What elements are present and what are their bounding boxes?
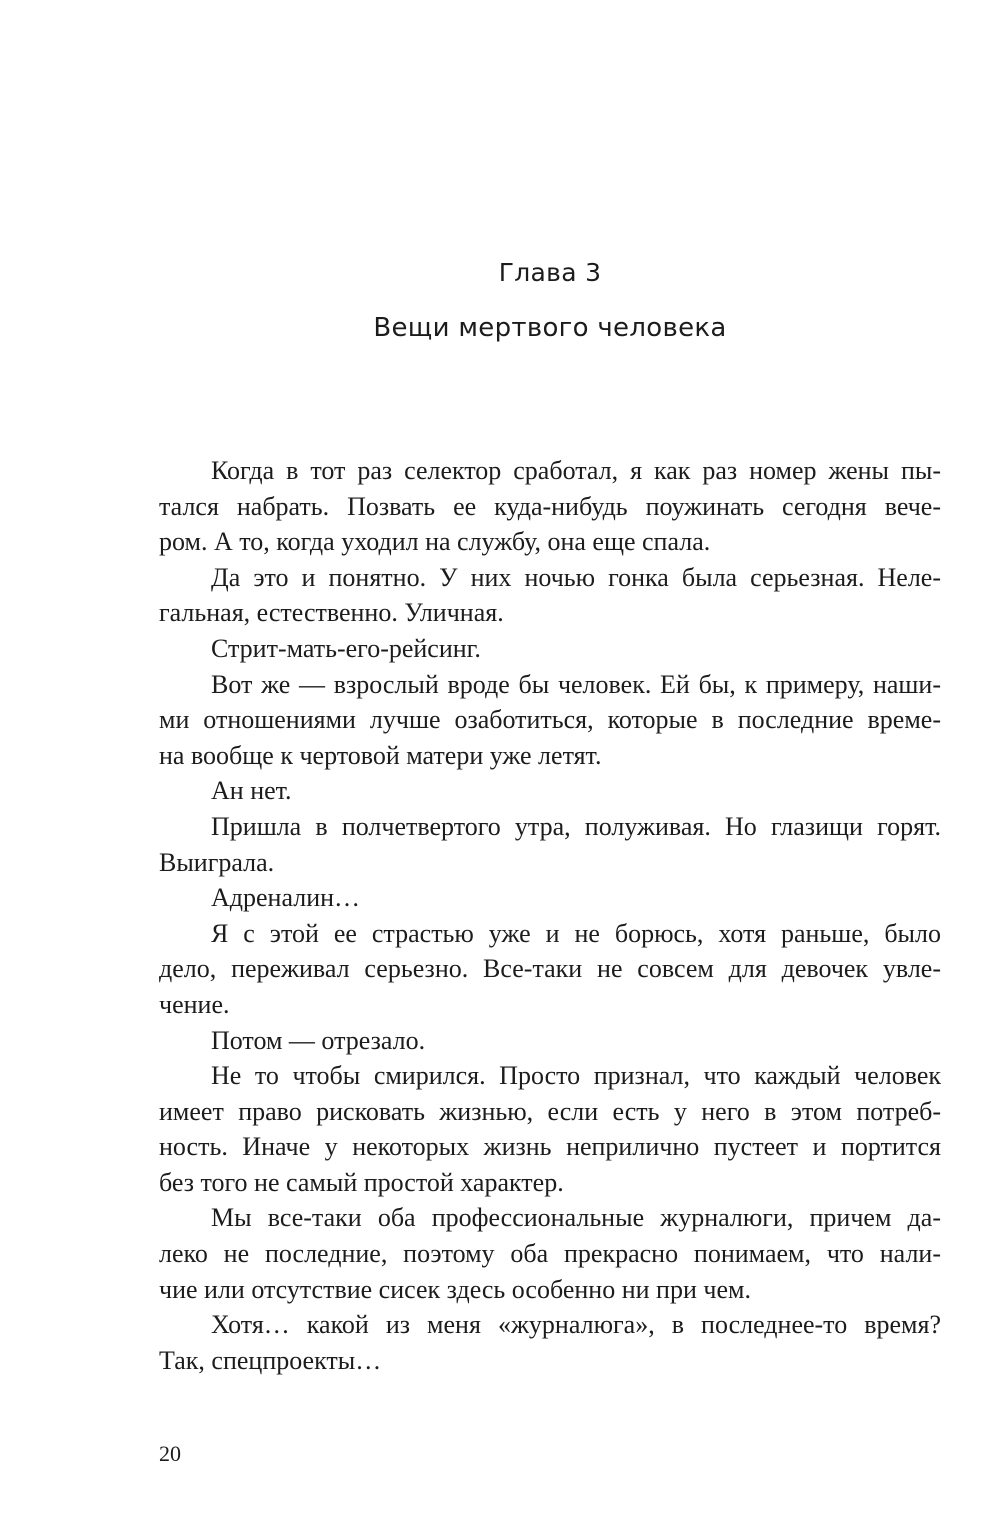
text-line: ром. А то, когда уходил на службу, она еще спала. bbox=[159, 527, 711, 557]
page-number: 20 bbox=[159, 1441, 181, 1466]
text-line: ность. Иначе у некоторых жизнь неприлично пустеет и портится bbox=[159, 1132, 941, 1162]
text-line: чие или отсутствие сисек здесь особенно ни при чем. bbox=[159, 1274, 751, 1304]
text-line: Я с этой ее страстью уже и не борюсь, хотя раньше, было bbox=[211, 918, 941, 948]
text-line: Мы все-таки оба профессиональные журналюги, причем да- bbox=[211, 1203, 941, 1233]
text-line: тался набрать. Позвать ее куда-нибудь поужинать сегодня вече- bbox=[159, 491, 941, 521]
text-line: Выиграла. bbox=[159, 847, 275, 877]
text-line: Стрит-мать-его-рейсинг. bbox=[211, 633, 481, 663]
chapter-title: Вещи мертвого человека bbox=[373, 313, 727, 343]
text-line: Так, спецпроекты… bbox=[159, 1345, 382, 1375]
text-line: Ан нет. bbox=[211, 776, 292, 806]
text-line: Потом — отрезало. bbox=[211, 1025, 426, 1055]
text-line: леко не последние, поэтому оба прекрасно понимаем, что нали- bbox=[159, 1239, 941, 1269]
text-line: гальная, естественно. Уличная. bbox=[159, 598, 504, 628]
text-line: Когда в тот раз селектор сработал, я как раз номер жены пы- bbox=[211, 456, 941, 485]
text-line: Хотя… какой из меня «журналюга», в последнее-то время? bbox=[211, 1310, 941, 1340]
text-line: чение. bbox=[159, 989, 230, 1019]
text-line: Пришла в полчетвертого утра, полуживая. Но глазищи горят. bbox=[211, 811, 941, 841]
chapter-label: Глава 3 bbox=[498, 258, 602, 287]
text-line: ми отношениями лучше озаботиться, которые в последние време- bbox=[159, 705, 941, 735]
text-line: Да это и понятно. У них ночью гонка была серьезная. Неле- bbox=[211, 562, 941, 592]
text-line: Адреналин… bbox=[211, 883, 361, 913]
text-line: на вообще к чертовой матери уже летят. bbox=[159, 740, 602, 770]
text-line: Не то чтобы смирился. Просто признал, что каждый человек bbox=[211, 1061, 941, 1091]
text-line: Вот же — взрослый вроде бы человек. Ей бы, к примеру, наши- bbox=[211, 669, 941, 699]
text-line: без того не самый простой характер. bbox=[159, 1167, 564, 1197]
text-line: дело, переживал серьезно. Все-таки не совсем для девочек увле- bbox=[159, 954, 941, 984]
text-line: имеет право рисковать жизнью, если есть у него в этом потреб- bbox=[159, 1096, 941, 1126]
chapter-body-text bbox=[159, 453, 941, 1378]
